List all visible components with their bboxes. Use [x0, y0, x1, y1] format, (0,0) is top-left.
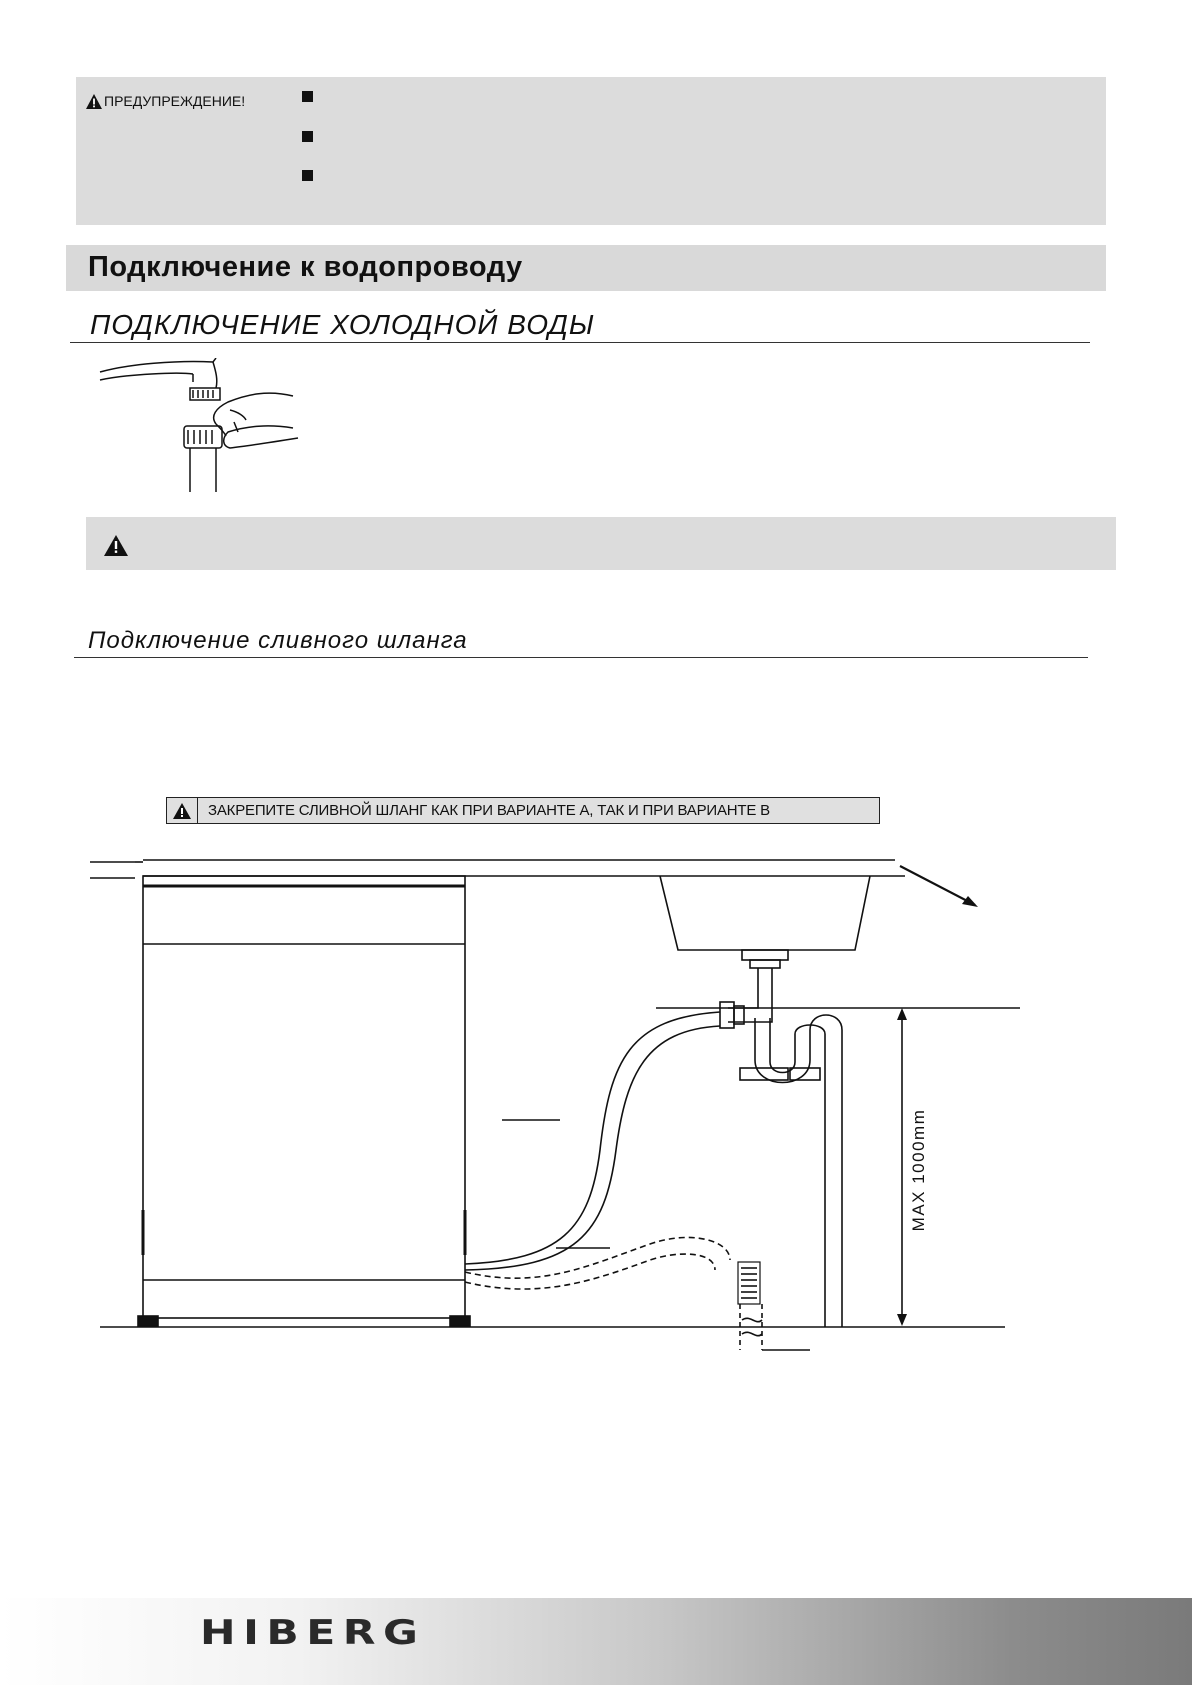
drain-rule: [74, 657, 1088, 658]
bullet-3: [302, 170, 313, 181]
faucet-connection-illustration: [98, 358, 313, 498]
drain-heading: Подключение сливного шланга: [88, 627, 468, 654]
caution-banner: [166, 797, 880, 824]
max-height-label: MAX 1000mm: [909, 1108, 928, 1232]
warning-triangle-icon: [173, 803, 191, 819]
warning-triangle-icon: [104, 535, 128, 556]
section-title: Подключение к водопроводу: [88, 251, 523, 283]
bullet-2: [302, 131, 313, 142]
warning-box: [76, 77, 1106, 225]
cold-water-rule: [70, 342, 1090, 343]
caution-banner-text: ЗАКРЕПИТЕ СЛИВНОЙ ШЛАНГ КАК ПРИ ВАРИАНТЕ А, ТАК И ПРИ ВАРИАНТЕ В: [208, 802, 770, 819]
caution-icon-cell: [167, 798, 198, 823]
section-header: [66, 245, 1106, 291]
drain-installation-diagram: [90, 850, 1030, 1360]
cold-water-heading: ПОДКЛЮЧЕНИЕ ХОЛОДНОЙ ВОДЫ: [90, 309, 595, 340]
note-box: [86, 517, 1116, 570]
footer: [0, 1598, 1192, 1685]
warning-label: ПРЕДУПРЕЖДЕНИЕ!: [104, 93, 246, 109]
warning-label-row: [86, 93, 245, 109]
brand-logo: HIBERG: [200, 1613, 426, 1653]
bullet-1: [302, 91, 313, 102]
warning-triangle-icon: [86, 94, 102, 109]
